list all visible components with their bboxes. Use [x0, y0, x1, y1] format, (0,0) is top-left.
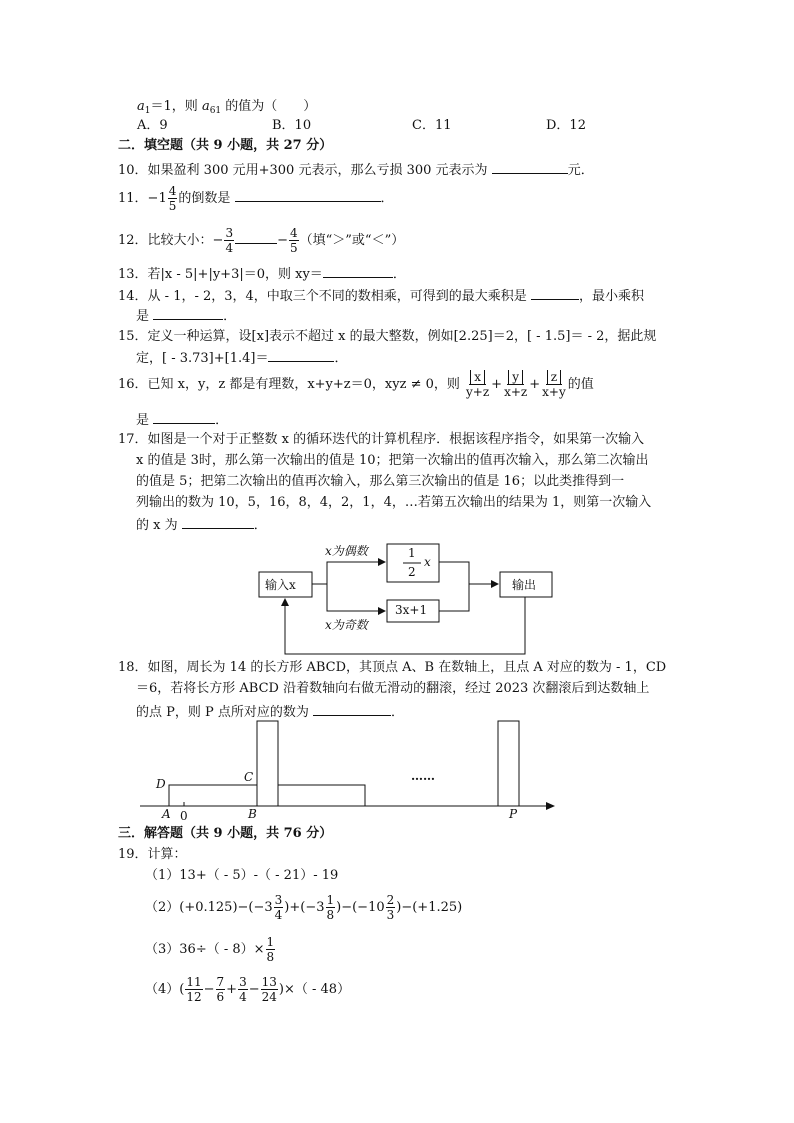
rectangle-standing [257, 721, 278, 806]
rectangle-lying [278, 785, 365, 806]
question-18-line-3: 的点 P，则 P 点所对应的数为 ． [136, 702, 404, 722]
half-denominator: 2 [408, 565, 416, 579]
half-variable: x [424, 555, 431, 569]
q9-option-c: C．11 [412, 118, 452, 133]
question-17-line-1: 17．如图是一个对于正整数 x 的循环迭代的计算机程序．根据该程序指令，如果第一次输入 [118, 432, 645, 447]
question-10: 10．如果盈利 300 元用+300 元表示，那么亏损 300 元表示为 元． [118, 160, 594, 180]
label-a: A [162, 807, 171, 821]
q9-option-b: B．10 [272, 118, 312, 133]
half-numerator: 1 [408, 546, 416, 560]
question-14-line-1: 14．从 - 1，- 2，3，4，中取三个不同的数相乘，可得到的最大乘积是 ，最小乘积 [118, 286, 644, 306]
input-label: 输入x [265, 578, 296, 592]
ellipsis: …… [411, 769, 435, 783]
label-p: P [509, 807, 518, 821]
label-d: D [156, 777, 166, 791]
question-19-title: 19．计算： [118, 847, 187, 862]
question-19-part-3: （3）36÷（ - 8）× $\frac{1}{8}$ [145, 935, 275, 964]
label-zero: 0 [180, 809, 188, 823]
section-3-heading: 三．解答题（共 9 小题，共 76 分） [118, 826, 333, 841]
question-17-line-4: 列输出的数为 10，5，16，8，4，2，1，4，…若第五次输出的结果为 1，则第一次输入 [136, 495, 652, 510]
q9-option-d: D．12 [546, 118, 586, 133]
question-17-line-3: 的值是 5；把第二次输出的值再次输入，那么第三次输出的值是 16；以此类推得到一 [136, 474, 625, 489]
question-16-line-1: 16．已知 x，y，z 都是有理数，x+y+z＝0，xyz ≠ 0，则 $\frac{x}{y+z}$ + $\frac{y}{x+z}$ + $\frac{z}{x+y}$ 的值 [118, 370, 594, 399]
question-18-line-2: ＝6，若将长方形 ABCD 沿着数轴向右做无滑动的翻滚，经过 2023 次翻滚后到达数轴上 [136, 681, 650, 696]
section-2-heading: 二．填空题（共 9 小题，共 27 分） [118, 138, 333, 153]
q9-tail: $a_1=1$，则 $a_{61}$ 的值为（ ） [137, 99, 317, 116]
question-19-part-1: （1）13+（ - 5）-（ - 21）- 19 [145, 868, 339, 883]
label-c: C [244, 770, 254, 784]
question-14-line-2: 是 ． [136, 306, 236, 326]
question-11: 11．−1 $\frac{4}{5}$ 的倒数是 ． [118, 184, 394, 213]
label-b: B [248, 807, 257, 821]
rectangle-abcd [169, 785, 257, 806]
question-13: 13．若|x - 5|+|y+3|＝0，则 xy＝ ． [118, 264, 406, 284]
question-16-line-2: 是 ． [136, 410, 228, 430]
question-19-part-2: （2）(+0.125)−(−3 $\frac{3}{4}$ )+(−3 $\frac{1}{8}$ )−(−10 $\frac{2}{3}$ )−(+1.25) [145, 893, 463, 922]
rectangle-final [498, 721, 519, 806]
question-18-line-1: 18．如图，周长为 14 的长方形 ABCD，其顶点 A、B 在数轴上，且点 A 对应的数为 - 1，CD [118, 660, 667, 675]
question-15-line-1: 15．定义一种运算，设[x]表示不超过 x 的最大整数，例如[2.25]＝2，[ - 1.5]＝ - 2，据此规 [118, 329, 657, 344]
question-17-line-2: x 的值是 3时，那么第一次输出的值是 10；把第一次输出的值再次输入，那么第二次输出 [136, 453, 649, 468]
output-label: 输出 [512, 578, 537, 592]
triple-label: 3x+1 [395, 603, 428, 617]
odd-label: x为奇数 [325, 618, 368, 632]
question-12: 12．比较大小：− $\frac{3}{4}$ − $\frac{4}{5}$ （填“＞”或“＜”） [118, 226, 405, 255]
question-15-line-2: 定，[ - 3.73]+[1.4]＝ ． [136, 348, 347, 368]
q9-option-a: A．9 [137, 118, 168, 133]
even-label: x为偶数 [325, 544, 368, 558]
question-17-line-5: 的 x 为 ． [136, 515, 267, 535]
question-19-part-4: （4）( $\frac{11}{12}$ − $\frac{7}{6}$ + $\frac{3}{4}$ − $\frac{13}{24}$ )×（ - 48） [145, 975, 351, 1004]
